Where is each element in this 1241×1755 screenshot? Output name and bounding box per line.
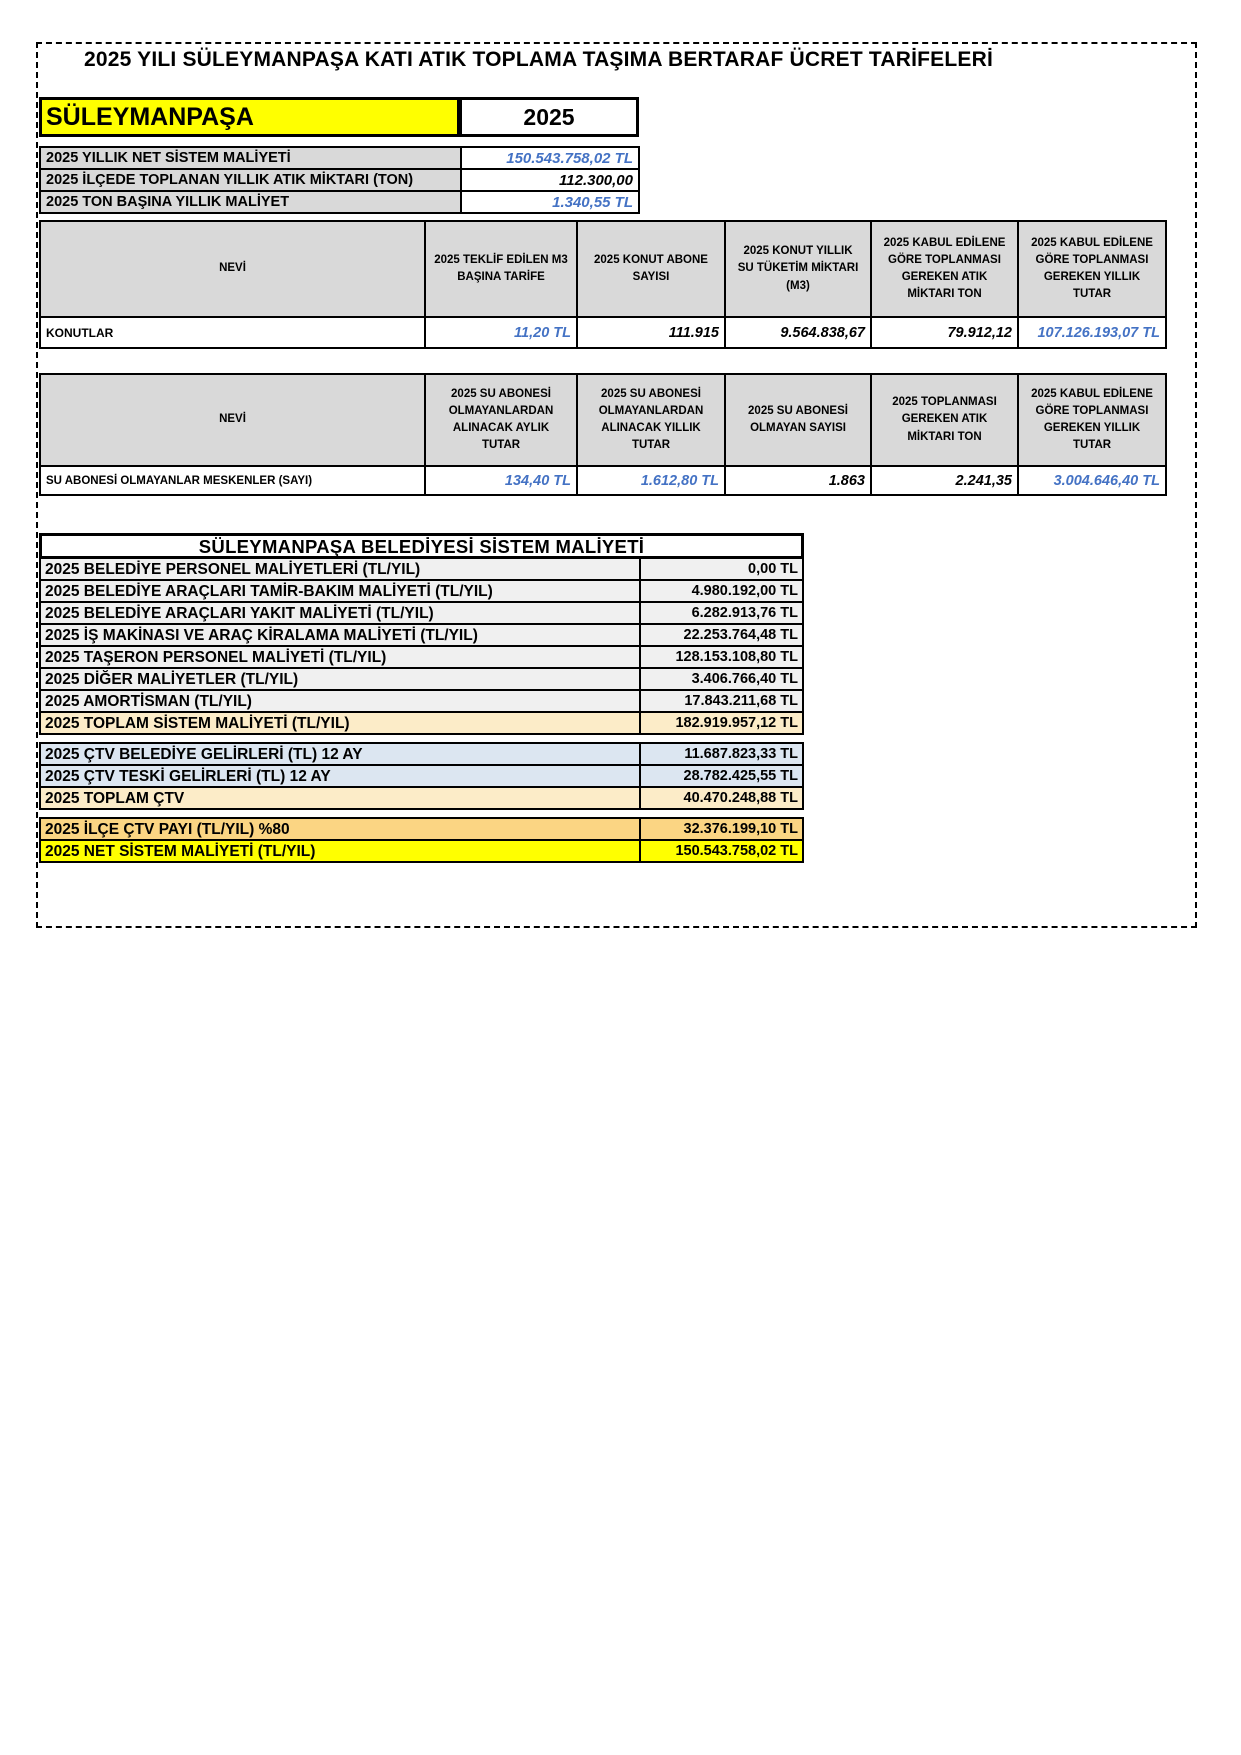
cost-value: 28.782.425,55 TL [683, 768, 798, 784]
cell-abone-sayisi: 111.915 [577, 317, 725, 348]
cost-value: 17.843.211,68 TL [684, 693, 798, 709]
cost-label: 2025 TOPLAM ÇTV [41, 788, 641, 808]
column-header-su-tuketim: 2025 KONUT YILLIK SU TÜKETİM MİKTARI (M3) [725, 221, 871, 317]
column-header-abone-sayisi: 2025 KONUT ABONE SAYISI [577, 221, 725, 317]
cost-row-toplam-sistem [39, 711, 804, 735]
su-abonesi-olmayanlar-table [39, 373, 1167, 496]
cell-nevi: SU ABONESİ OLMAYANLAR MESKENLER (SAYI) [40, 466, 425, 495]
cost-value: 3.406.766,40 TL [691, 671, 798, 687]
konutlar-header-row [40, 221, 1166, 317]
cost-label: 2025 ÇTV BELEDİYE GELİRLERİ (TL) 12 AY [41, 744, 641, 764]
cost-table-spacer [39, 735, 804, 742]
column-header-nevi: NEVİ [40, 221, 425, 317]
cost-row-personel [39, 557, 804, 581]
cell-olmayan-sayisi: 1.863 [725, 466, 871, 495]
cost-label: 2025 TOPLAM SİSTEM MALİYETİ (TL/YIL) [41, 713, 641, 733]
cost-row-yakit [39, 601, 804, 625]
cost-label: 2025 ÇTV TESKİ GELİRLERİ (TL) 12 AY [41, 766, 641, 786]
cost-value: 182.919.957,12 TL [675, 715, 798, 731]
cell-yillik-tutar: 107.126.193,07 TL [1018, 317, 1166, 348]
municipality-header [39, 97, 639, 137]
cost-label: 2025 AMORTİSMAN (TL/YIL) [41, 691, 641, 711]
cost-value: 4.980.192,00 TL [691, 583, 798, 599]
cost-row-ilce-ctv-payi [39, 817, 804, 841]
cell-atik-miktari: 79.912,12 [871, 317, 1018, 348]
cost-label: 2025 DİĞER MALİYETLER (TL/YIL) [41, 669, 641, 689]
cost-label: 2025 BELEDİYE ARAÇLARI TAMİR-BAKIM MALİYETİ (TL/YIL) [41, 581, 641, 601]
cost-label: 2025 İLÇE ÇTV PAYI (TL/YIL) %80 [41, 819, 641, 839]
column-header-aylik-tutar: 2025 SU ABONESİ OLMAYANLARDAN ALINACAK AYLIK TUTAR [425, 374, 577, 466]
su-abonesi-data-row [40, 466, 1166, 495]
cost-value: 11.687.823,33 TL [684, 746, 798, 762]
summary-label: 2025 İLÇEDE TOPLANAN YILLIK ATIK MİKTARI (TON) [40, 169, 461, 191]
cell-yillik-tutar: 1.612,80 TL [577, 466, 725, 495]
cost-label: 2025 BELEDİYE ARAÇLARI YAKIT MALİYETİ (TL/YIL) [41, 603, 641, 623]
cost-label: 2025 NET SİSTEM MALİYETİ (TL/YIL) [41, 841, 641, 861]
cost-row-net-sistem [39, 839, 804, 863]
summary-row-atik-miktari [40, 169, 639, 191]
summary-row-net-sistem [40, 147, 639, 169]
sistem-maliyeti-table [39, 533, 804, 863]
column-header-m3-tarife: 2025 TEKLİF EDİLEN M3 BAŞINA TARİFE [425, 221, 577, 317]
summary-table [39, 146, 640, 214]
konutlar-data-row [40, 317, 1166, 348]
summary-label: 2025 TON BAŞINA YILLIK MALİYET [40, 191, 461, 213]
column-header-atik-miktari: 2025 KABUL EDİLENE GÖRE TOPLANMASI GEREKEN ATIK MİKTARI TON [871, 221, 1018, 317]
cell-m3-tarife: 11,20 TL [425, 317, 577, 348]
summary-row-ton-basina [40, 191, 639, 213]
konutlar-tariff-table [39, 220, 1167, 349]
tariff-year: 2025 [460, 97, 639, 137]
cell-nevi: KONUTLAR [40, 317, 425, 348]
cost-row-ctv-belediye [39, 742, 804, 766]
cell-kabul-yillik-tutar: 3.004.646,40 TL [1018, 466, 1166, 495]
cost-row-taseron [39, 645, 804, 669]
cost-label: 2025 TAŞERON PERSONEL MALİYETİ (TL/YIL) [41, 647, 641, 667]
summary-label: 2025 YILLIK NET SİSTEM MALİYETİ [40, 147, 461, 169]
column-header-yillik-tutar: 2025 SU ABONESİ OLMAYANLARDAN ALINACAK YILLIK TUTAR [577, 374, 725, 466]
sistem-maliyeti-title: SÜLEYMANPAŞA BELEDİYESİ SİSTEM MALİYETİ [39, 533, 804, 559]
summary-value: 150.543.758,02 TL [461, 147, 639, 169]
cost-row-amortisman [39, 689, 804, 713]
cell-aylik-tutar: 134,40 TL [425, 466, 577, 495]
document-title: 2025 YILI SÜLEYMANPAŞA KATI ATIK TOPLAMA TAŞIMA BERTARAF ÜCRET TARİFELERİ [83, 48, 994, 71]
column-header-yillik-tutar: 2025 KABUL EDİLENE GÖRE TOPLANMASI GEREKEN YILLIK TUTAR [1018, 221, 1166, 317]
cost-value: 128.153.108,80 TL [675, 649, 798, 665]
column-header-olmayan-sayisi: 2025 SU ABONESİ OLMAYAN SAYISI [725, 374, 871, 466]
su-abonesi-header-row [40, 374, 1166, 466]
cost-row-kiralama [39, 623, 804, 647]
cost-value: 6.282.913,76 TL [691, 605, 798, 621]
cost-row-ctv-teski [39, 764, 804, 788]
cost-value: 40.470.248,88 TL [683, 790, 798, 806]
summary-value: 112.300,00 [461, 169, 639, 191]
cost-row-diger [39, 667, 804, 691]
cost-value: 0,00 TL [748, 561, 798, 577]
cost-label: 2025 BELEDİYE PERSONEL MALİYETLERİ (TL/YIL) [41, 559, 641, 579]
municipality-name: SÜLEYMANPAŞA [39, 97, 460, 137]
column-header-nevi: NEVİ [40, 374, 425, 466]
cost-label: 2025 İŞ MAKİNASI VE ARAÇ KİRALAMA MALİYETİ (TL/YIL) [41, 625, 641, 645]
cost-table-spacer [39, 810, 804, 817]
cell-su-tuketim: 9.564.838,67 [725, 317, 871, 348]
summary-value: 1.340,55 TL [461, 191, 639, 213]
column-header-atik-miktari: 2025 TOPLANMASI GEREKEN ATIK MİKTARI TON [871, 374, 1018, 466]
cell-atik-miktari: 2.241,35 [871, 466, 1018, 495]
cost-value: 150.543.758,02 TL [675, 843, 798, 859]
cost-row-toplam-ctv [39, 786, 804, 810]
cost-value: 22.253.764,48 TL [683, 627, 798, 643]
cost-row-tamir-bakim [39, 579, 804, 603]
column-header-kabul-yillik-tutar: 2025 KABUL EDİLENE GÖRE TOPLANMASI GEREKEN YILLIK TUTAR [1018, 374, 1166, 466]
cost-value: 32.376.199,10 TL [683, 821, 798, 837]
